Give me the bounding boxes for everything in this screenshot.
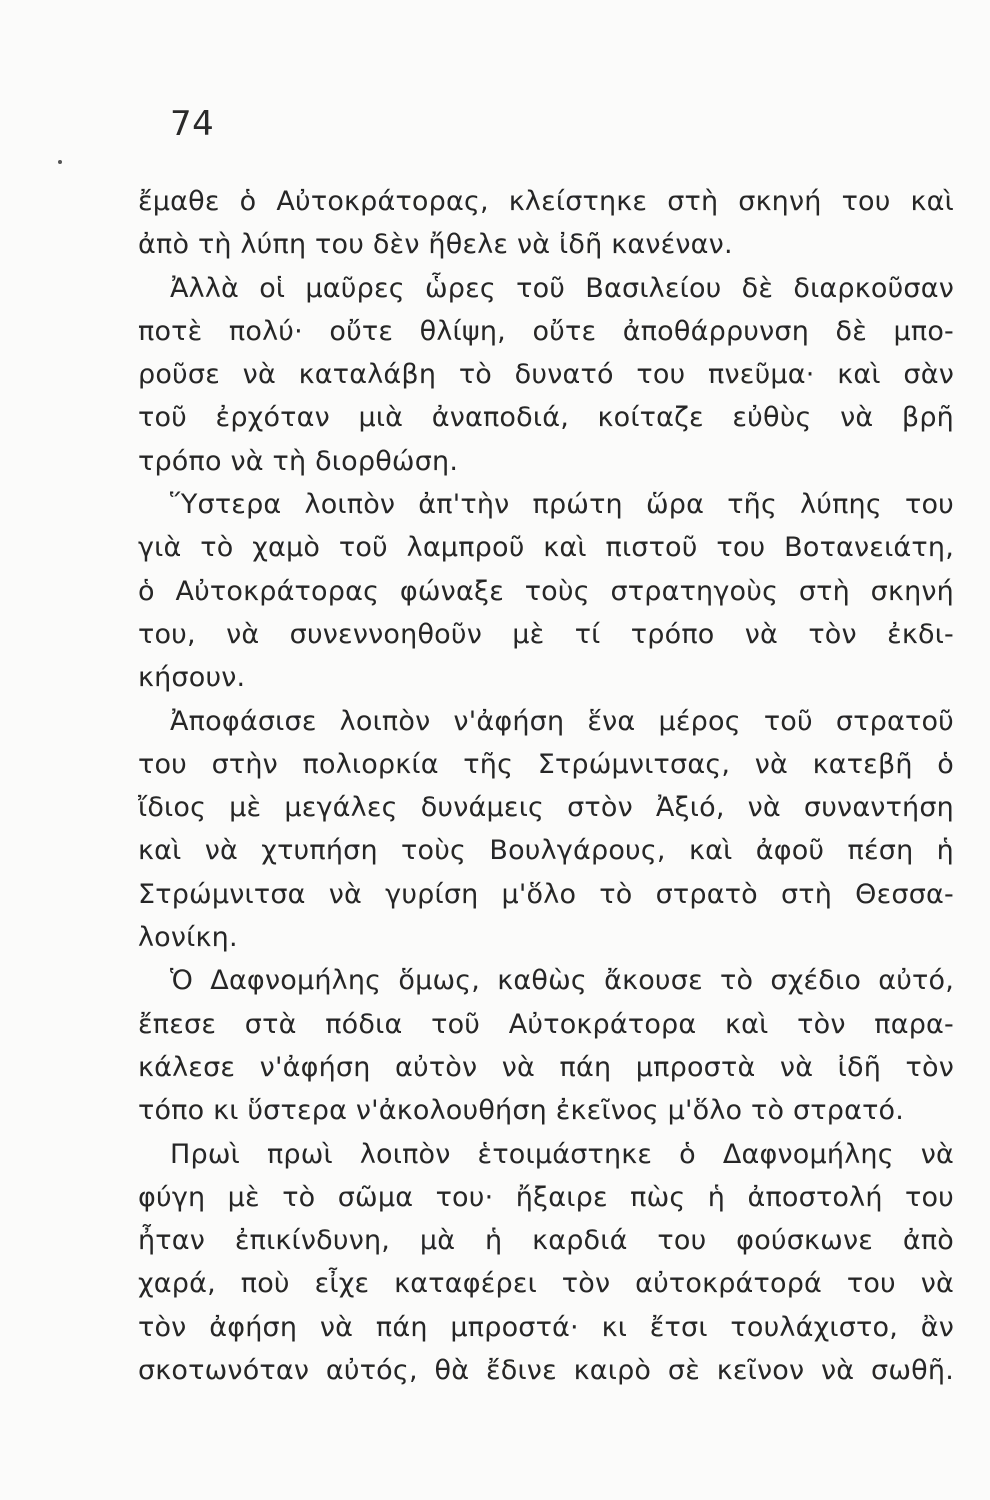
text-line: γιὰ τὸ χαμὸ τοῦ λαμπροῦ καὶ πιστοῦ του Βοτανειάτη, (138, 532, 954, 564)
text-line: ἔπεσε στὰ πόδια τοῦ Αὐτοκράτορα καὶ τὸν παρα- (138, 1008, 954, 1040)
text-line: Ὁ Δαφνομήλης ὅμως, καθὼς ἄκουσε τὸ σχέδιο αὐτό, (170, 965, 954, 997)
text-line: χαρά, ποὺ εἶχε καταφέρει τὸν αὐτοκράτορά του νὰ (138, 1268, 954, 1300)
text-line: ἴδιος μὲ μεγάλες δυνάμεις στὸν Ἀξιό, νὰ συναντήση (138, 792, 954, 824)
body-text (138, 180, 954, 1392)
text-line: ἀπὸ τὴ λύπη του δὲν ἤθελε νὰ ἰδῆ κανέναν. (138, 229, 733, 261)
text-line: Ὕστερα λοιπὸν ἀπ'τὴν πρώτη ὥρα τῆς λύπης του (170, 489, 954, 521)
text-line: Ἀλλὰ οἱ μαῦρες ὧρες τοῦ Βασιλείου δὲ διαρκοῦσαν (170, 272, 954, 304)
text-line: τόπο κι ὕστερα ν'ἀκολουθήση ἐκεῖνος μ'ὅλο τὸ στρατό. (138, 1095, 905, 1127)
text-line: ποτὲ πολύ· οὔτε θλίψη, οὔτε ἀποθάρρυνση δὲ μπο- (138, 315, 954, 347)
text-line: κήσουν. (138, 662, 246, 694)
text-line: του, νὰ συνεννοηθοῦν μὲ τί τρόπο νὰ τὸν ἐκδι- (138, 618, 954, 650)
text-line: Στρώμνιτσα νὰ γυρίση μ'ὅλο τὸ στρατὸ στὴ Θεσσα- (138, 878, 954, 910)
text-line: τὸν ἀφήση νὰ πάη μπροστά· κι ἔτσι τουλάχιστο, ἂν (138, 1311, 954, 1343)
text-line: ροῦσε νὰ καταλάβη τὸ δυνατό του πνεῦμα· καὶ σὰν (138, 359, 954, 391)
text-line: σκοτωνόταν αὐτός, θὰ ἔδινε καιρὸ σὲ κεῖνον νὰ σωθῆ. (138, 1355, 954, 1387)
text-line: κάλεσε ν'ἀφήση αὐτὸν νὰ πάη μπροστὰ νὰ ἰδῆ τὸν (138, 1051, 954, 1083)
page-number: 74 (170, 104, 215, 144)
text-line: ὁ Αὐτοκράτορας φώναξε τοὺς στρατηγοὺς στὴ σκηνή (138, 575, 954, 607)
stray-dot-mark (58, 160, 62, 164)
text-line: του στὴν πολιορκία τῆς Στρώμνιτσας, νὰ κατεβῆ ὁ (138, 748, 954, 780)
text-line: ἔμαθε ὁ Αὐτοκράτορας, κλείστηκε στὴ σκηνή του καὶ (138, 186, 954, 217)
text-line: καὶ νὰ χτυπήση τοὺς Βουλγάρους, καὶ ἀφοῦ πέση ἡ (138, 835, 954, 867)
text-line: λονίκη. (138, 922, 238, 954)
text-line: ἦταν ἐπικίνδυνη, μὰ ἡ καρδιά του φούσκωνε ἀπὸ (138, 1225, 954, 1257)
text-line: Ἀποφάσισε λοιπὸν ν'ἀφήση ἕνα μέρος τοῦ στρατοῦ (170, 705, 954, 737)
text-line: φύγη μὲ τὸ σῶμα του· ἤξαιρε πὼς ἡ ἀποστολή του (138, 1181, 954, 1213)
text-line: τοῦ ἐρχόταν μιὰ ἀναποδιά, κοίταζε εὐθὺς νὰ βρῆ (138, 402, 954, 434)
text-line: τρόπο νὰ τὴ διορθώση. (138, 445, 459, 477)
text-line: Πρωὶ πρωὶ λοιπὸν ἑτοιμάστηκε ὁ Δαφνομήλης νὰ (170, 1138, 954, 1170)
